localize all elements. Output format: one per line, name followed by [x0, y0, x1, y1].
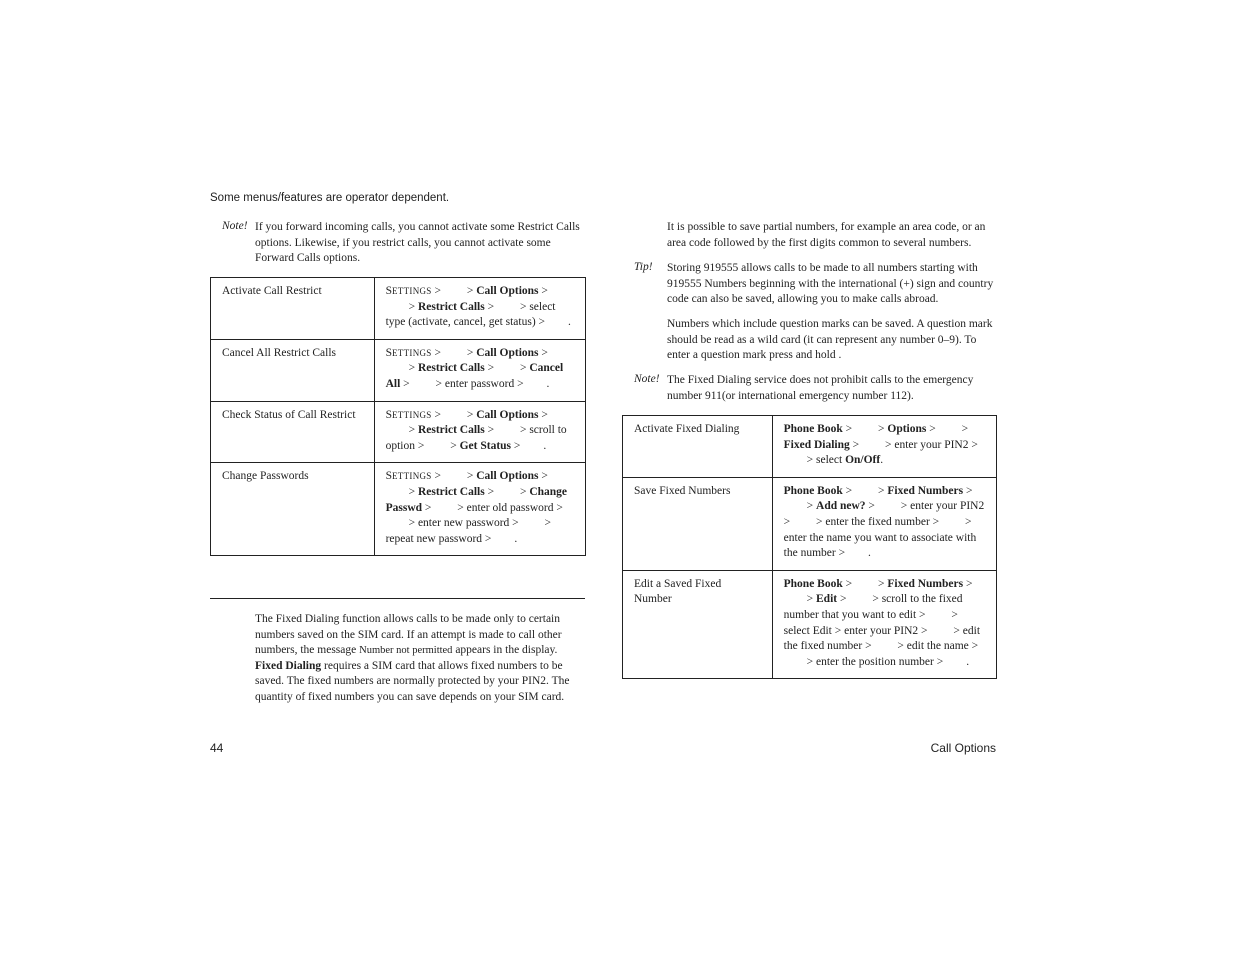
menu-path [374, 463, 585, 556]
menu-path-text: > [963, 484, 973, 497]
menu-path-text: Passwd [385, 501, 423, 514]
note-label: Note! [634, 373, 660, 385]
menu-path-text: repeat new password > . [385, 532, 518, 545]
fixed-dialing-paragraph [255, 612, 585, 706]
menu-path-text: > enter the position number > . [783, 655, 970, 668]
menu-path-text: > > enter old password > [422, 501, 563, 514]
menu-path-text: ETTINGS [392, 286, 432, 296]
menu-path-text: ETTINGS [392, 347, 432, 358]
menu-path-text: S [385, 408, 392, 421]
menu-path-text: Fixed Numbers [887, 484, 964, 497]
menu-path-text: > [538, 346, 548, 359]
restrict-row [211, 278, 586, 340]
note-text: If you forward incoming calls, you cannot activate some Restrict Calls options. Likewise, if you restrict calls, you cannot activate some Forward Calls options. [255, 221, 580, 265]
fixed-dialing-text: Number not permitted [359, 645, 453, 657]
menu-path-text: > > enter your PIN2 [865, 500, 985, 513]
menu-path-text: ETTINGS [392, 409, 432, 420]
menu-path-text: Edit [816, 593, 838, 606]
menu-path-text: > select [783, 454, 846, 467]
menu-path-text: the fixed number > > edit the name > [783, 640, 979, 653]
menu-path-text: Call Options [476, 408, 539, 421]
menu-path-text: > [385, 424, 418, 437]
menu-path-text: Add new? [816, 500, 866, 513]
feature-name: Edit a Saved Fixed Number [623, 570, 773, 679]
partial-numbers-paragraph: It is possible to save partial numbers, for example an area code, or an area code followed by the first digits common to several numbers. [667, 221, 986, 249]
menu-path-text: > > enter the fixed number > > [783, 515, 972, 528]
menu-path-text: Phone Book [783, 577, 843, 590]
menu-path-text: the number > . [783, 547, 871, 560]
menu-path-text: > [538, 470, 548, 483]
menu-path-text: > > scroll to [484, 424, 567, 437]
fixed-dialing-text: requires a SIM card that allows fixed numbers to be saved. The fixed numbers are normally protected by your PIN2. The quantity of fixed numbers you can save depends on your SIM card. [255, 659, 570, 703]
fixed-dialing-row [623, 570, 997, 679]
feature-name: Activate Fixed Dialing [623, 416, 773, 478]
operator-note: Some menus/features are operator dependent. [210, 192, 450, 204]
menu-path-text: Cancel [529, 362, 564, 375]
menu-path-text: > [783, 593, 817, 606]
menu-path-text: S [385, 346, 392, 359]
menu-path-text: > > [926, 423, 969, 435]
fixed-dialing-text: appears in the display. [452, 644, 558, 657]
menu-path-text: type (activate, cancel, get status) > . [385, 316, 571, 329]
tip-text: Storing 919555 allows calls to be made to all numbers starting with 919555 Numbers beginning with the international (+) sign and country code can also be saved, allowing you to make calls abroad. [667, 262, 994, 306]
menu-path-text: > > [842, 484, 888, 497]
menu-path-text: Call Options [476, 470, 539, 483]
menu-path-text: Restrict Calls [417, 485, 485, 498]
menu-path-text: > > [842, 423, 888, 435]
menu-path-text: Call Options [476, 285, 539, 297]
menu-path-text: > > [431, 470, 477, 483]
emergency-note-text: The Fixed Dialing service does not prohibit calls to the emergency number 911(or international emergency number 112). [667, 374, 974, 402]
menu-path-text: Fixed Numbers [887, 577, 964, 590]
menu-path-text: Phone Book [783, 423, 843, 435]
menu-path-text: > > [484, 485, 530, 498]
section-divider [210, 598, 585, 599]
menu-path-text: Options [887, 423, 927, 435]
menu-path-text: S [385, 285, 392, 297]
menu-path-text: > > enter password > . [400, 377, 550, 390]
menu-path-text: enter the name you want to associate with [783, 531, 977, 544]
menu-path-text: > > [484, 362, 530, 375]
feature-name: Activate Call Restrict [211, 278, 375, 340]
menu-path-text: > > [842, 577, 888, 590]
menu-path-text: > [385, 300, 418, 313]
menu-path-text: . [880, 454, 884, 467]
menu-path [772, 477, 996, 570]
menu-path-text: > [538, 408, 548, 421]
menu-path [772, 416, 996, 478]
menu-path-text: On/Off [845, 454, 881, 467]
restrict-row [211, 339, 586, 401]
menu-path [374, 278, 585, 340]
menu-path-text: > > [431, 285, 477, 297]
menu-path-text: All [385, 377, 401, 390]
menu-path-text: Restrict Calls [417, 300, 485, 313]
menu-path-text: select Edit > enter your PIN2 > > edit [783, 624, 981, 637]
menu-path [772, 570, 996, 679]
menu-path-text: Restrict Calls [417, 362, 485, 375]
menu-path-text: ETTINGS [392, 471, 432, 482]
menu-path-text: > > enter your PIN2 > [849, 438, 978, 451]
fixed-dialing-text: The Fixed Dialing function allows calls to be made only to certain numbers saved on the SIM card. If an attempt is made to call other numbers, the message [255, 613, 562, 657]
tip-label: Tip! [634, 261, 653, 273]
section-name: Call Options [930, 741, 996, 755]
menu-path-text: option > > [385, 439, 460, 452]
menu-path-text: > [385, 362, 418, 375]
restrict-row [211, 401, 586, 463]
fixed-dialing-row [623, 416, 997, 478]
question-mark-paragraph: Numbers which include question marks can be saved. A question mark should be read as a wild card (it can represent any number 0–9). To enter a question mark press and hold . [667, 318, 993, 362]
restrict-calls-table [210, 277, 586, 556]
menu-path [374, 339, 585, 401]
feature-name: Check Status of Call Restrict [211, 401, 375, 463]
menu-path [374, 401, 585, 463]
menu-path-text: Fixed Dialing [783, 438, 850, 451]
page-number: 44 [210, 741, 224, 755]
menu-path-text: Get Status [459, 439, 512, 452]
menu-path-text: > > [431, 346, 477, 359]
feature-name: Cancel All Restrict Calls [211, 339, 375, 401]
menu-path-text: > > scroll to the fixed [837, 593, 963, 606]
menu-path-text: > > select [484, 300, 556, 313]
feature-name: Save Fixed Numbers [623, 477, 773, 570]
menu-path-text: > . [511, 439, 547, 452]
note-label: Note! [222, 220, 248, 232]
menu-path-text: > > [431, 408, 477, 421]
menu-path-text: Restrict Calls [417, 424, 485, 437]
menu-path-text: > [538, 285, 548, 297]
menu-path-text: Change [529, 485, 568, 498]
menu-path-text: > [783, 500, 817, 513]
menu-path-text: S [385, 470, 392, 483]
restrict-row [211, 463, 586, 556]
fixed-dialing-text: Fixed Dialing [255, 659, 322, 672]
menu-path-text: > enter new password > > [385, 517, 552, 530]
fixed-dialing-row [623, 477, 997, 570]
menu-path-text: Phone Book [783, 484, 843, 497]
menu-path-text: number that you want to edit > > [783, 608, 958, 621]
menu-path-text: > [385, 485, 418, 498]
menu-path-text: > [963, 577, 973, 590]
menu-path-text: Call Options [476, 346, 539, 359]
fixed-dialing-table [622, 415, 997, 679]
feature-name: Change Passwords [211, 463, 375, 556]
